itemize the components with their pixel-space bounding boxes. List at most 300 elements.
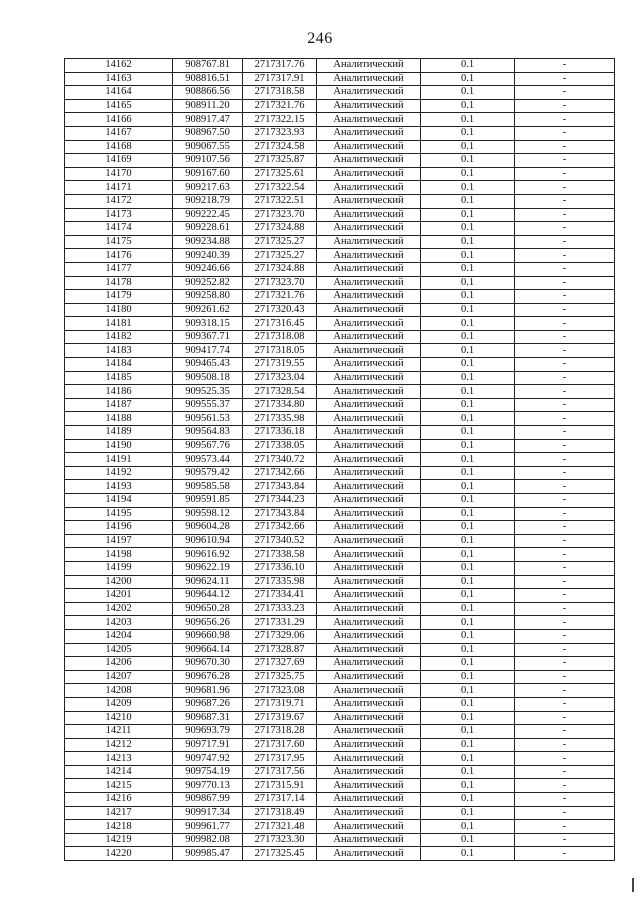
method-cell: Аналитический: [317, 181, 421, 195]
accuracy-cell: 0.1: [421, 629, 515, 643]
y-coordinate-cell: 2717319.67: [243, 711, 317, 725]
point-id-cell: 14220: [65, 847, 173, 861]
accuracy-cell: 0.1: [421, 276, 515, 290]
extra-cell: -: [515, 317, 615, 331]
extra-cell: -: [515, 793, 615, 807]
accuracy-cell: 0.1: [421, 561, 515, 575]
x-coordinate-cell: 909687.26: [173, 697, 243, 711]
point-id-cell: 14183: [65, 344, 173, 358]
extra-cell: -: [515, 113, 615, 127]
extra-cell: -: [515, 494, 615, 508]
point-id-cell: 14212: [65, 738, 173, 752]
x-coordinate-cell: 909564.83: [173, 426, 243, 440]
extra-cell: -: [515, 412, 615, 426]
x-coordinate-cell: 909228.61: [173, 222, 243, 236]
point-id-cell: 14182: [65, 330, 173, 344]
page-number: 246: [307, 30, 333, 47]
table-row: [65, 616, 615, 630]
point-id-cell: 14197: [65, 534, 173, 548]
table-row: [65, 358, 615, 372]
extra-cell: -: [515, 276, 615, 290]
accuracy-cell: 0.1: [421, 548, 515, 562]
extra-cell: -: [515, 344, 615, 358]
y-coordinate-cell: 2717318.08: [243, 330, 317, 344]
method-cell: Аналитический: [317, 59, 421, 73]
extra-cell: -: [515, 752, 615, 766]
point-id-cell: 14184: [65, 358, 173, 372]
point-id-cell: 14166: [65, 113, 173, 127]
x-coordinate-cell: 909217.63: [173, 181, 243, 195]
accuracy-cell: 0.1: [421, 589, 515, 603]
x-coordinate-cell: 909167.60: [173, 167, 243, 181]
extra-cell: -: [515, 738, 615, 752]
accuracy-cell: 0.1: [421, 575, 515, 589]
accuracy-cell: 0.1: [421, 697, 515, 711]
point-id-cell: 14171: [65, 181, 173, 195]
y-coordinate-cell: 2717335.98: [243, 412, 317, 426]
table-row: [65, 72, 615, 86]
accuracy-cell: 0.1: [421, 398, 515, 412]
y-coordinate-cell: 2717319.55: [243, 358, 317, 372]
y-coordinate-cell: 2717318.05: [243, 344, 317, 358]
point-id-cell: 14162: [65, 59, 173, 73]
point-id-cell: 14200: [65, 575, 173, 589]
x-coordinate-cell: 909644.12: [173, 589, 243, 603]
y-coordinate-cell: 2717343.84: [243, 480, 317, 494]
x-coordinate-cell: 909604.28: [173, 521, 243, 535]
y-coordinate-cell: 2717328.87: [243, 643, 317, 657]
extra-cell: -: [515, 697, 615, 711]
accuracy-cell: 0.1: [421, 99, 515, 113]
table-row: [65, 725, 615, 739]
table-row: [65, 494, 615, 508]
x-coordinate-cell: 909961.77: [173, 820, 243, 834]
accuracy-cell: 0.1: [421, 643, 515, 657]
accuracy-cell: 0.1: [421, 426, 515, 440]
point-id-cell: 14218: [65, 820, 173, 834]
extra-cell: -: [515, 779, 615, 793]
accuracy-cell: 0.1: [421, 765, 515, 779]
extra-cell: -: [515, 86, 615, 100]
point-id-cell: 14177: [65, 262, 173, 276]
table-row: [65, 670, 615, 684]
table-row: [65, 317, 615, 331]
point-id-cell: 14176: [65, 249, 173, 263]
accuracy-cell: 0.1: [421, 208, 515, 222]
x-coordinate-cell: 909610.94: [173, 534, 243, 548]
point-id-cell: 14169: [65, 154, 173, 168]
x-coordinate-cell: 909598.12: [173, 507, 243, 521]
x-coordinate-cell: 909240.39: [173, 249, 243, 263]
method-cell: Аналитический: [317, 657, 421, 671]
method-cell: Аналитический: [317, 439, 421, 453]
table-row: [65, 303, 615, 317]
table-row: [65, 738, 615, 752]
x-coordinate-cell: 908816.51: [173, 72, 243, 86]
y-coordinate-cell: 2717331.29: [243, 616, 317, 630]
x-coordinate-cell: 909573.44: [173, 453, 243, 467]
method-cell: Аналитический: [317, 398, 421, 412]
y-coordinate-cell: 2717329.06: [243, 629, 317, 643]
extra-cell: -: [515, 126, 615, 140]
extra-cell: -: [515, 629, 615, 643]
method-cell: Аналитический: [317, 385, 421, 399]
accuracy-cell: 0.1: [421, 412, 515, 426]
point-id-cell: 14189: [65, 426, 173, 440]
extra-cell: -: [515, 167, 615, 181]
x-coordinate-cell: 909693.79: [173, 725, 243, 739]
point-id-cell: 14181: [65, 317, 173, 331]
extra-cell: -: [515, 548, 615, 562]
y-coordinate-cell: 2717325.27: [243, 249, 317, 263]
x-coordinate-cell: 909579.42: [173, 466, 243, 480]
x-coordinate-cell: 909770.13: [173, 779, 243, 793]
extra-cell: -: [515, 589, 615, 603]
table-row: [65, 629, 615, 643]
table-row: [65, 548, 615, 562]
accuracy-cell: 0.1: [421, 126, 515, 140]
point-id-cell: 14180: [65, 303, 173, 317]
point-id-cell: 14213: [65, 752, 173, 766]
accuracy-cell: 0.1: [421, 684, 515, 698]
table-row: [65, 140, 615, 154]
y-coordinate-cell: 2717317.60: [243, 738, 317, 752]
accuracy-cell: 0.1: [421, 385, 515, 399]
method-cell: Аналитический: [317, 154, 421, 168]
point-id-cell: 14192: [65, 466, 173, 480]
accuracy-cell: 0.1: [421, 140, 515, 154]
y-coordinate-cell: 2717317.14: [243, 793, 317, 807]
y-coordinate-cell: 2717323.04: [243, 371, 317, 385]
y-coordinate-cell: 2717317.76: [243, 59, 317, 73]
method-cell: Аналитический: [317, 262, 421, 276]
accuracy-cell: 0.1: [421, 249, 515, 263]
point-id-cell: 14191: [65, 453, 173, 467]
y-coordinate-cell: 2717344.23: [243, 494, 317, 508]
accuracy-cell: 0.1: [421, 453, 515, 467]
y-coordinate-cell: 2717325.61: [243, 167, 317, 181]
table-row: [65, 453, 615, 467]
extra-cell: -: [515, 466, 615, 480]
table-row: [65, 59, 615, 73]
x-coordinate-cell: 909867.99: [173, 793, 243, 807]
x-coordinate-cell: 909222.45: [173, 208, 243, 222]
x-coordinate-cell: 909107.56: [173, 154, 243, 168]
accuracy-cell: 0.1: [421, 167, 515, 181]
accuracy-cell: 0.1: [421, 86, 515, 100]
method-cell: Аналитический: [317, 235, 421, 249]
x-coordinate-cell: 909067.55: [173, 140, 243, 154]
accuracy-cell: 0.1: [421, 290, 515, 304]
y-coordinate-cell: 2717327.69: [243, 657, 317, 671]
table-row: [65, 711, 615, 725]
method-cell: Аналитический: [317, 222, 421, 236]
point-id-cell: 14185: [65, 371, 173, 385]
extra-cell: -: [515, 154, 615, 168]
x-coordinate-cell: 909664.14: [173, 643, 243, 657]
extra-cell: -: [515, 222, 615, 236]
accuracy-cell: 0.1: [421, 262, 515, 276]
method-cell: Аналитический: [317, 806, 421, 820]
method-cell: Аналитический: [317, 521, 421, 535]
method-cell: Аналитический: [317, 99, 421, 113]
coordinates-table: [64, 58, 615, 861]
extra-cell: -: [515, 684, 615, 698]
accuracy-cell: 0.1: [421, 711, 515, 725]
x-coordinate-cell: 909591.85: [173, 494, 243, 508]
y-coordinate-cell: 2717324.58: [243, 140, 317, 154]
y-coordinate-cell: 2717321.48: [243, 820, 317, 834]
y-coordinate-cell: 2717325.27: [243, 235, 317, 249]
y-coordinate-cell: 2717323.30: [243, 833, 317, 847]
y-coordinate-cell: 2717336.18: [243, 426, 317, 440]
x-coordinate-cell: 909676.28: [173, 670, 243, 684]
method-cell: Аналитический: [317, 276, 421, 290]
method-cell: Аналитический: [317, 643, 421, 657]
table-row: [65, 208, 615, 222]
x-coordinate-cell: 909622.19: [173, 561, 243, 575]
accuracy-cell: 0.1: [421, 154, 515, 168]
y-coordinate-cell: 2717325.87: [243, 154, 317, 168]
method-cell: Аналитический: [317, 126, 421, 140]
x-coordinate-cell: 909417.74: [173, 344, 243, 358]
y-coordinate-cell: 2717340.52: [243, 534, 317, 548]
y-coordinate-cell: 2717322.51: [243, 194, 317, 208]
point-id-cell: 14208: [65, 684, 173, 698]
method-cell: Аналитический: [317, 589, 421, 603]
accuracy-cell: 0.1: [421, 358, 515, 372]
extra-cell: -: [515, 262, 615, 276]
extra-cell: -: [515, 249, 615, 263]
point-id-cell: 14190: [65, 439, 173, 453]
x-coordinate-cell: 909218.79: [173, 194, 243, 208]
scan-margin-mark: [632, 878, 634, 892]
table-row: [65, 113, 615, 127]
point-id-cell: 14210: [65, 711, 173, 725]
accuracy-cell: 0.1: [421, 303, 515, 317]
point-id-cell: 14193: [65, 480, 173, 494]
point-id-cell: 14174: [65, 222, 173, 236]
method-cell: Аналитический: [317, 344, 421, 358]
x-coordinate-cell: 909555.37: [173, 398, 243, 412]
table-row: [65, 426, 615, 440]
y-coordinate-cell: 2717335.98: [243, 575, 317, 589]
extra-cell: -: [515, 303, 615, 317]
table-row: [65, 643, 615, 657]
point-id-cell: 14165: [65, 99, 173, 113]
method-cell: Аналитический: [317, 86, 421, 100]
y-coordinate-cell: 2717322.54: [243, 181, 317, 195]
y-coordinate-cell: 2717323.08: [243, 684, 317, 698]
x-coordinate-cell: 909246.66: [173, 262, 243, 276]
method-cell: Аналитический: [317, 833, 421, 847]
point-id-cell: 14196: [65, 521, 173, 535]
point-id-cell: 14199: [65, 561, 173, 575]
point-id-cell: 14211: [65, 725, 173, 739]
table-row: [65, 99, 615, 113]
x-coordinate-cell: 908866.56: [173, 86, 243, 100]
extra-cell: -: [515, 358, 615, 372]
accuracy-cell: 0.1: [421, 657, 515, 671]
extra-cell: -: [515, 371, 615, 385]
accuracy-cell: 0.1: [421, 670, 515, 684]
point-id-cell: 14164: [65, 86, 173, 100]
method-cell: Аналитический: [317, 629, 421, 643]
y-coordinate-cell: 2717322.15: [243, 113, 317, 127]
accuracy-cell: 0.1: [421, 194, 515, 208]
accuracy-cell: 0.1: [421, 847, 515, 861]
x-coordinate-cell: 909681.96: [173, 684, 243, 698]
point-id-cell: 14172: [65, 194, 173, 208]
method-cell: Аналитический: [317, 330, 421, 344]
accuracy-cell: 0.1: [421, 725, 515, 739]
method-cell: Аналитический: [317, 684, 421, 698]
x-coordinate-cell: 909616.92: [173, 548, 243, 562]
method-cell: Аналитический: [317, 548, 421, 562]
table-row: [65, 126, 615, 140]
method-cell: Аналитический: [317, 602, 421, 616]
method-cell: Аналитический: [317, 670, 421, 684]
point-id-cell: 14187: [65, 398, 173, 412]
method-cell: Аналитический: [317, 765, 421, 779]
point-id-cell: 14204: [65, 629, 173, 643]
point-id-cell: 14209: [65, 697, 173, 711]
method-cell: Аналитический: [317, 72, 421, 86]
table-row: [65, 262, 615, 276]
y-coordinate-cell: 2717321.76: [243, 290, 317, 304]
method-cell: Аналитический: [317, 290, 421, 304]
point-id-cell: 14178: [65, 276, 173, 290]
method-cell: Аналитический: [317, 725, 421, 739]
point-id-cell: 14215: [65, 779, 173, 793]
x-coordinate-cell: 909656.26: [173, 616, 243, 630]
method-cell: Аналитический: [317, 616, 421, 630]
point-id-cell: 14202: [65, 602, 173, 616]
point-id-cell: 14206: [65, 657, 173, 671]
extra-cell: -: [515, 480, 615, 494]
table-row: [65, 86, 615, 100]
y-coordinate-cell: 2717316.45: [243, 317, 317, 331]
point-id-cell: 14173: [65, 208, 173, 222]
table-row: [65, 697, 615, 711]
method-cell: Аналитический: [317, 426, 421, 440]
y-coordinate-cell: 2717317.91: [243, 72, 317, 86]
accuracy-cell: 0.1: [421, 521, 515, 535]
extra-cell: -: [515, 507, 615, 521]
method-cell: Аналитический: [317, 194, 421, 208]
table-row: [65, 412, 615, 426]
accuracy-cell: 0.1: [421, 317, 515, 331]
table-row: [65, 561, 615, 575]
x-coordinate-cell: 909465.43: [173, 358, 243, 372]
accuracy-cell: 0.1: [421, 738, 515, 752]
extra-cell: -: [515, 534, 615, 548]
table-row: [65, 385, 615, 399]
point-id-cell: 14188: [65, 412, 173, 426]
extra-cell: -: [515, 208, 615, 222]
point-id-cell: 14195: [65, 507, 173, 521]
table-row: [65, 398, 615, 412]
point-id-cell: 14207: [65, 670, 173, 684]
accuracy-cell: 0.1: [421, 806, 515, 820]
table-row: [65, 602, 615, 616]
accuracy-cell: 0.1: [421, 371, 515, 385]
method-cell: Аналитический: [317, 303, 421, 317]
accuracy-cell: 0.1: [421, 752, 515, 766]
y-coordinate-cell: 2717343.84: [243, 507, 317, 521]
accuracy-cell: 0.1: [421, 616, 515, 630]
y-coordinate-cell: 2717334.41: [243, 589, 317, 603]
point-id-cell: 14198: [65, 548, 173, 562]
table-row: [65, 833, 615, 847]
extra-cell: -: [515, 725, 615, 739]
y-coordinate-cell: 2717323.93: [243, 126, 317, 140]
accuracy-cell: 0.1: [421, 222, 515, 236]
table-row: [65, 344, 615, 358]
table-row: [65, 249, 615, 263]
x-coordinate-cell: 909754.19: [173, 765, 243, 779]
method-cell: Аналитический: [317, 820, 421, 834]
table-row: [65, 466, 615, 480]
extra-cell: -: [515, 235, 615, 249]
table-row: [65, 779, 615, 793]
method-cell: Аналитический: [317, 494, 421, 508]
method-cell: Аналитический: [317, 711, 421, 725]
accuracy-cell: 0.1: [421, 534, 515, 548]
coordinates-table-body: [65, 59, 615, 861]
method-cell: Аналитический: [317, 480, 421, 494]
extra-cell: -: [515, 426, 615, 440]
y-coordinate-cell: 2717342.66: [243, 466, 317, 480]
method-cell: Аналитический: [317, 697, 421, 711]
x-coordinate-cell: 909561.53: [173, 412, 243, 426]
x-coordinate-cell: 909660.98: [173, 629, 243, 643]
extra-cell: -: [515, 521, 615, 535]
x-coordinate-cell: 909982.08: [173, 833, 243, 847]
accuracy-cell: 0.1: [421, 833, 515, 847]
extra-cell: -: [515, 561, 615, 575]
y-coordinate-cell: 2717318.49: [243, 806, 317, 820]
method-cell: Аналитический: [317, 167, 421, 181]
extra-cell: -: [515, 181, 615, 195]
accuracy-cell: 0.1: [421, 466, 515, 480]
extra-cell: -: [515, 643, 615, 657]
table-row: [65, 290, 615, 304]
table-row: [65, 847, 615, 861]
point-id-cell: 14205: [65, 643, 173, 657]
y-coordinate-cell: 2717325.75: [243, 670, 317, 684]
x-coordinate-cell: 909624.11: [173, 575, 243, 589]
extra-cell: -: [515, 575, 615, 589]
point-id-cell: 14179: [65, 290, 173, 304]
point-id-cell: 14216: [65, 793, 173, 807]
method-cell: Аналитический: [317, 738, 421, 752]
method-cell: Аналитический: [317, 534, 421, 548]
y-coordinate-cell: 2717324.88: [243, 222, 317, 236]
extra-cell: -: [515, 439, 615, 453]
extra-cell: -: [515, 616, 615, 630]
table-row: [65, 765, 615, 779]
point-id-cell: 14217: [65, 806, 173, 820]
y-coordinate-cell: 2717318.28: [243, 725, 317, 739]
x-coordinate-cell: 909367.71: [173, 330, 243, 344]
extra-cell: -: [515, 385, 615, 399]
x-coordinate-cell: 909717.91: [173, 738, 243, 752]
x-coordinate-cell: 909985.47: [173, 847, 243, 861]
extra-cell: -: [515, 847, 615, 861]
extra-cell: -: [515, 602, 615, 616]
point-id-cell: 14201: [65, 589, 173, 603]
